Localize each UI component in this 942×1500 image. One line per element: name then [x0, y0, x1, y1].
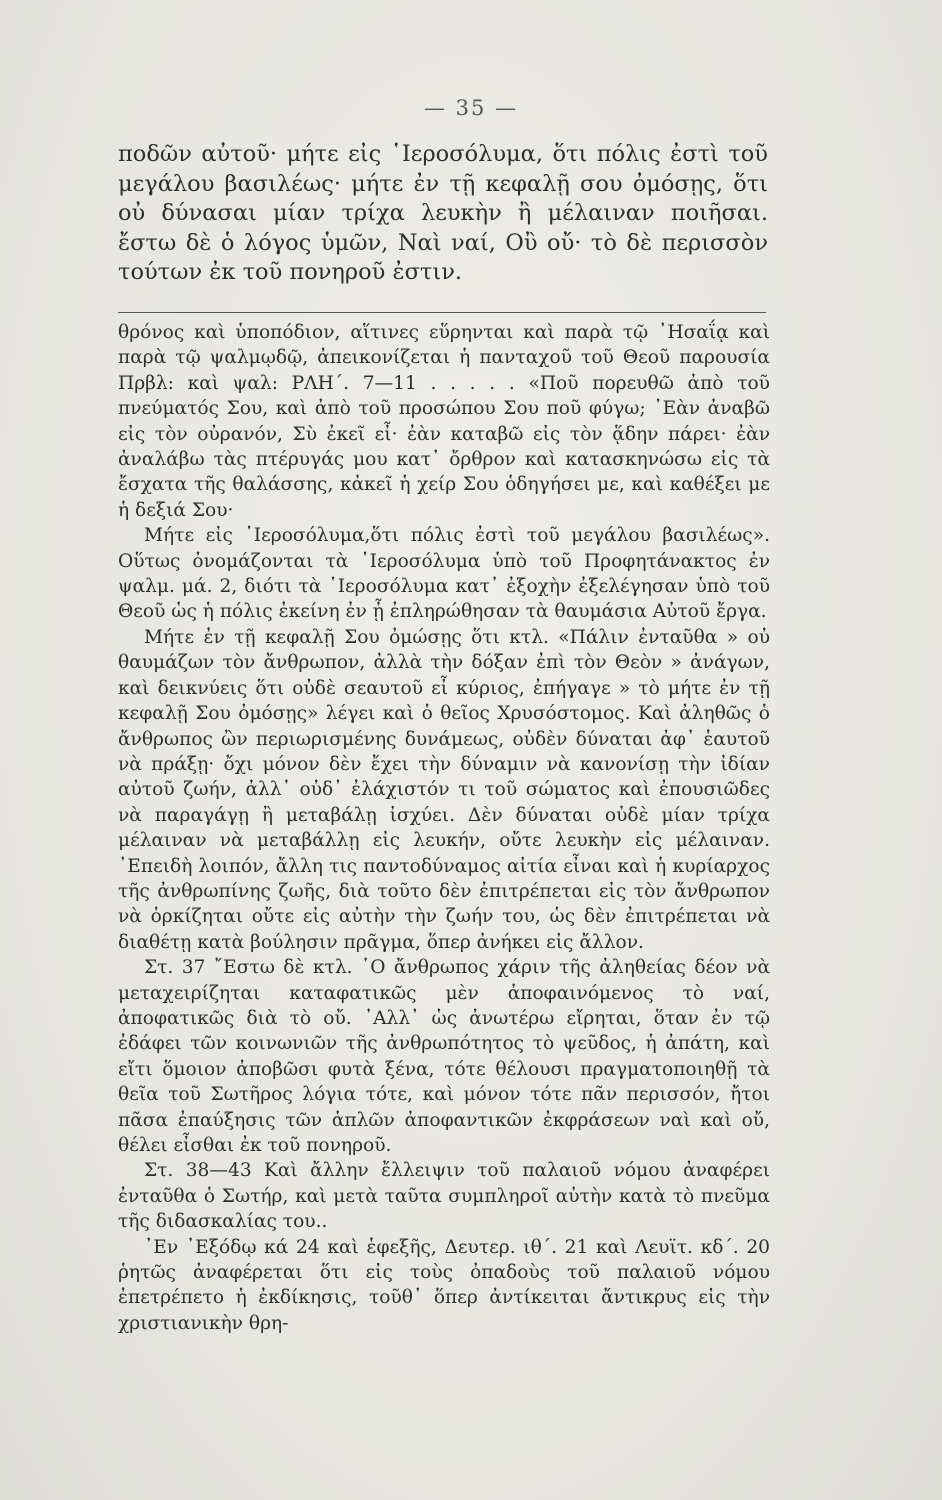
main-text-block	[118, 140, 768, 288]
commentary-paragraph: Στ. 37 ῎Εστω δὲ κτλ. ῾Ο ἄνθρωπος χάριν τῆς ἀληθείας δέον νὰ μεταχειρίζηται καταφατικῶς μὲν ἀποφαινόμενος τὸ ναί, ἀποφατικῶς διὰ τὸ οὔ. ᾿Αλλ᾿ ὡς ἀνωτέρω εἴρηται, ὅταν ἐν τῷ ἐδάφει τῶν κοινωνιῶν τῆς ἀνθρωπότητος τὸ ψεῦδος, ἡ ἀπάτη, καὶ εἴτι ὅμοιον ἀποβῶσι φυτὰ ξένα, τότε θέλουσι πραγματοποιηθῇ τὰ θεῖα τοῦ Σωτῆρος λόγια τότε, καὶ μόνον τότε πᾶν περισσόν, ἤτοι πᾶσα ἐπαύξησις τῶν ἁπλῶν ἀποφαντικῶν ἐκφράσεων ναὶ καὶ οὔ, θέλει εἶσθαι ἐκ τοῦ πονηροῦ.	[118, 957, 770, 1156]
commentary-paragraph: Μήτε εἰς ῾Ιεροσόλυμα,ὅτι πόλις ἐστὶ τοῦ μεγάλου βασιλέως». Οὕτως ὀνομάζονται τὰ ῾Ιεροσόλυμα ὑπὸ τοῦ Προφητάνακτος ἐν ψαλμ. μά. 2, διότι τὰ ῾Ιεροσόλυμα κατ᾿ ἐξοχὴν ἐξελέγησαν ὑπὸ τοῦ Θεοῦ ὡς ἡ πόλις ἐκείνη ἐν ᾗ ἐπληρώθησαν τὰ θαυμάσια Αὐτοῦ ἔργα.	[118, 525, 770, 623]
footnote-divider	[118, 312, 766, 313]
commentary-paragraph: ᾿Εν ᾿Εξόδῳ κά 24 καὶ ἑφεξῆς, Δευτερ. ιθ΄. 21 καὶ Λευϊτ. κδ΄. 20 ῥητῶς ἀναφέρεται ὅτι εἰς τοὺς ὀπαδοὺς τοῦ παλαιοῦ νόμου ἐπετρέπετο ἡ ἐκδίκησις, τοῦθ᾿ ὅπερ ἀντίκειται ἄντικρυς εἰς τὴν χριστιανικὴν θρη-	[118, 1236, 770, 1334]
commentary-paragraph: Στ. 38—43 Καὶ ἄλλην ἔλλειψιν τοῦ παλαιοῦ νόμου ἀναφέρει ἐνταῦθα ὁ Σωτήρ, καὶ μετὰ ταῦτα συμπληροῖ αὐτὴν κατὰ τὸ πνεῦμα τῆς διδασκαλίας του..	[118, 1160, 770, 1233]
main-text: ποδῶν αὐτοῦ· μήτε εἰς ῾Ιεροσόλυμα, ὅτι πόλις ἐστὶ τοῦ μεγάλου βασιλέως· μήτε ἐν τῇ κεφαλῇ σου ὀμόσῃς, ὅτι οὐ δύνασαι μίαν τρίχα λευκὴν ἢ μέλαιναν ποιῆσαι. ἔστω δὲ ὁ λόγος ὑμῶν, Ναὶ ναί, Οὒ οὔ· τὸ δὲ περισσὸν τούτων ἐκ τοῦ πονηροῦ ἐστιν.	[118, 141, 768, 286]
commentary-paragraph: θρόνος καὶ ὑποπόδιον, αἵτινες εὕρηνται καὶ παρὰ τῷ ᾿Ησαΐᾳ καὶ παρὰ τῷ ψαλμῳδῷ, ἀπεικονίζεται ἡ πανταχοῦ τοῦ Θεοῦ παρουσία Πρβλ: καὶ ψαλ: ΡΛΗ΄. 7—11 . . . . . «Ποῦ πορευθῶ ἀπὸ τοῦ πνεύματός Σου, καὶ ἀπὸ τοῦ προσώπου Σου ποῦ φύγω; ᾿Εὰν ἀναβῶ εἰς τὸν οὐρανόν, Σὺ ἐκεῖ εἶ· ἐὰν καταβῶ εἰς τὸν ᾅδην πάρει· ἐὰν ἀναλάβω τὰς πτέρυγάς μου κατ᾿ ὄρθρον καὶ κατασκηνώσω εἰς τὰ ἔσχατα τῆς θαλάσσης, κἀκεῖ ἡ χείρ Σου ὁδηγήσει με, καὶ καθέξει με ἡ δεξιά Σου·	[118, 322, 770, 521]
commentary-block	[118, 320, 770, 1336]
page-number: — 35 —	[423, 96, 519, 120]
commentary-paragraph: Μήτε ἐν τῇ κεφαλῇ Σου ὀμώσῃς ὅτι κτλ. «Πάλιν ἐνταῦθα » οὐ θαυμάζων τὸν ἄνθρωπον, ἀλλὰ τὴν δόξαν ἐπὶ τὸν Θεὸν » ἀνάγων, καὶ δεικνύεις ὅτι οὐδὲ σεαυτοῦ εἶ κύριος, ἐπήγαγε » τὸ μήτε ἐν τῇ κεφαλῇ Σου ὀμόσῃς» λέγει καὶ ὁ θεῖος Χρυσόστομος. Καὶ ἀληθῶς ὁ ἄνθρωπος ὢν περιωρισμένης δυνάμεως, οὐδὲν δύναται ἀφ᾿ ἑαυτοῦ νὰ πράξῃ· ὄχι μόνον δὲν ἔχει τὴν δύναμιν νὰ κανονίσῃ τὴν ἰδίαν αὐτοῦ ζωήν, ἀλλ᾿ οὐδ᾿ ἐλάχιστόν τι τοῦ σώματος καὶ ἐπουσιῶδες νὰ παραγάγῃ ἢ μεταβάλῃ ἰσχύει. Δὲν δύναται οὐδὲ μίαν τρίχα μέλαιναν νὰ μεταβάλλῃ εἰς λευκήν, οὔτε λευκὴν εἰς μέλαιναν. ᾿Επειδὴ λοιπόν, ἄλλη τις παντοδύναμος αἰτία εἶναι καὶ ἡ κυρίαρχος τῆς ἀνθρωπίνης ζωῆς, διὰ τοῦτο δὲν ἐπιτρέπεται εἰς τὸν ἄνθρωπον νὰ ὁρκίζηται οὔτε εἰς αὐτὴν τὴν ζωήν του, ὡς δὲν ἐπιτρέπεται νὰ διαθέτῃ κατὰ βούλησιν πρᾶγμα, ὅπερ ἀνήκει εἰς ἄλλον.	[118, 626, 770, 953]
